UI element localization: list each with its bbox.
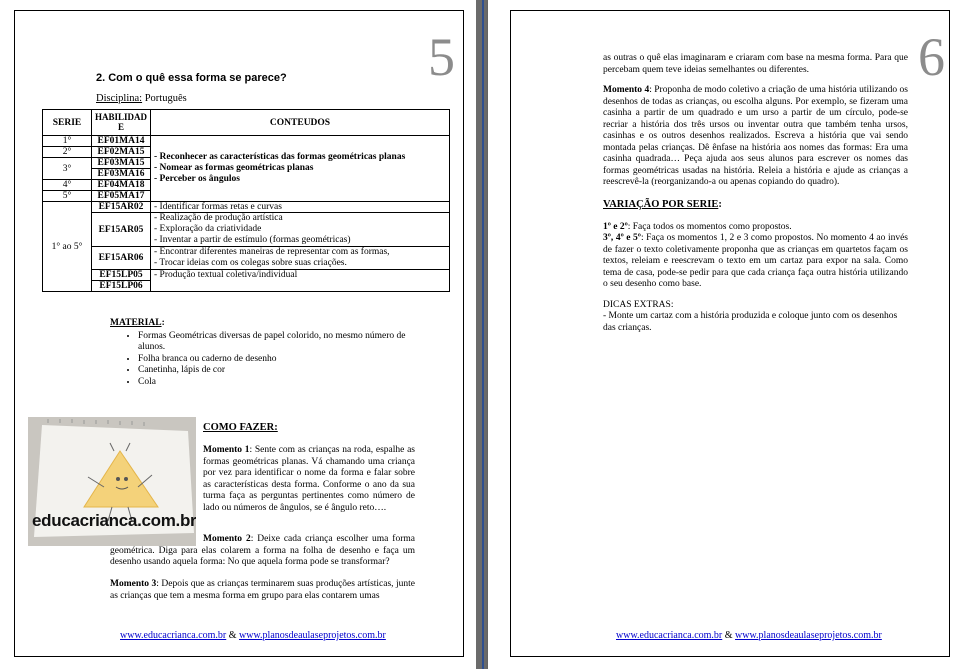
content-cell — [151, 270, 450, 292]
skills-table — [42, 109, 450, 292]
section-title: 2. Com o quê essa forma se parece? — [96, 72, 287, 84]
footer-link-planos[interactable]: www.planosdeaulaseprojetos.com.br — [735, 630, 882, 641]
variation-3-5-label: 3º, 4º e 5º — [603, 233, 641, 243]
discipline-line — [96, 93, 187, 105]
content-cell — [151, 202, 450, 213]
material-heading: MATERIAL: — [110, 318, 165, 328]
serie-cell: 3° — [43, 158, 92, 180]
content-line: - Reconhecer as características das formas geométricas planas — [154, 152, 406, 162]
momento3-paragraph — [110, 579, 415, 602]
left-page — [0, 0, 476, 669]
content-line: - Inventar a partir de estímulo (formas geométricas) — [154, 235, 351, 245]
momento2-text: : Deixe cada criança escolher uma forma geométrica. Diga para elas colarem a forma na folha de desenho e faça um desenho usando aquela forma: No que aquela forma pode se transformar? — [110, 534, 415, 567]
content-cell — [151, 247, 450, 270]
right-page — [488, 0, 965, 669]
right-footer — [616, 630, 882, 641]
momento4-paragraph — [603, 85, 908, 189]
header-serie: SERIE — [43, 110, 92, 136]
momento1-paragraph — [203, 445, 415, 514]
page-number: 5 — [428, 27, 455, 87]
skill-code: EF15AR02 — [92, 202, 151, 213]
skill-code: EF15AR05 — [92, 213, 151, 247]
content-line: - Produção textual coletiva/individual — [154, 270, 298, 280]
content-line: - Trocar ideias com os colegas sobre suas criações. — [154, 258, 347, 268]
material-item: • Canetinha, lápis de cor — [138, 365, 420, 377]
material-item: • Formas Geométricas diversas de papel colorido, no mesmo número de alunos. — [138, 331, 420, 354]
variation-1-2 — [603, 222, 908, 234]
skill-code: EF15LP06 — [92, 281, 151, 292]
continuation-paragraph: as outras o quê elas imaginaram e criaram com base na mesma forma. Para que percebam quem teve ideias semelhantes ou diferentes. — [603, 53, 908, 75]
skill-code: EF15LP05 — [92, 270, 151, 281]
page-divider — [482, 0, 484, 669]
serie-cell: 2° — [43, 147, 92, 158]
dicas-title: DICAS EXTRAS: — [603, 300, 674, 310]
variation-3-5 — [603, 233, 908, 291]
serie-cell: 5° — [43, 191, 92, 202]
como-fazer-title: COMO FAZER: — [203, 422, 278, 433]
material-section — [110, 318, 420, 388]
material-item: • Folha branca ou caderno de desenho — [138, 354, 420, 366]
variation-1-2-text: : Faça todos os momentos como propostos. — [627, 222, 792, 232]
content-cell — [151, 213, 450, 247]
momento1-label: Momento 1 — [203, 445, 250, 455]
header-conteudos: CONTEUDOS — [151, 110, 450, 136]
footer-link-educacrianca[interactable]: www.educacrianca.com.br — [616, 630, 723, 641]
skill-code: EF04MA18 — [92, 180, 151, 191]
variacao-heading: VARIAÇÃO POR SERIE: — [603, 199, 722, 210]
footer-link-planos[interactable]: www.planosdeaulaseprojetos.com.br — [239, 630, 386, 641]
skill-code: EF02MA15 — [92, 147, 151, 158]
variacao-title: VARIAÇÃO POR SERIE — [603, 199, 719, 210]
dicas-text: - Monte um cartaz com a história produzida e coloque junto com os desenhos das crianças. — [603, 311, 898, 333]
variation-3-5-text: : Faça os momentos 1, 2 e 3 como propostos. No momento 4 ao invés de fazer o texto coletivamente proponha que as crianças em quartetos façam os textos, releiam e reescrevam o texto em um cartaz para expor na sala. Como tema de casa, pode-se pedir para que cada criança faça outra história utilizando o seu desenho como base. — [603, 233, 909, 289]
material-title: MATERIAL — [110, 318, 162, 328]
discipline-value: Português — [144, 93, 187, 104]
content-line: - Nomear as formas geométricas planas — [154, 163, 314, 173]
momento1-text: : Sente com as crianças na roda, espalhe as formas geométricas planas. Vá chamando uma criança por vez para identificar o nome da forma e falar sobre as características desta forma. Conforme o ano da sua turma faça as perguntas pertinentes como número de lado ou números de ângulos, se é ângulo reto…. — [203, 445, 415, 513]
content-line: - Identificar formas retas e curvas — [154, 202, 282, 212]
content-line: - Exploração da criatividade — [154, 224, 262, 234]
discipline-label: Disciplina: — [96, 93, 143, 104]
photo-watermark: educacrianca.com.br — [32, 511, 196, 530]
footer-amp: & — [722, 630, 736, 641]
left-footer — [120, 630, 386, 641]
activity-photo — [28, 417, 196, 546]
footer-link-educacrianca[interactable]: www.educacrianca.com.br — [120, 630, 227, 641]
skill-code: EF01MA14 — [92, 136, 151, 147]
momento4-label: Momento 4 — [603, 85, 650, 95]
momento2-label: Momento 2 — [203, 534, 251, 544]
serie-cell: 1° — [43, 136, 92, 147]
momento2-paragraph — [110, 534, 415, 569]
variation-1-2-label: 1º e 2º — [603, 222, 628, 232]
header-habilidade: HABILIDAD E — [92, 110, 151, 136]
material-list — [110, 331, 420, 389]
content-line: - Realização de produção artística — [154, 213, 283, 223]
momento4-text: : Proponha de modo coletivo a criação de uma história utilizando os desenhos de todas as crianças, ou escolha alguns. Por exemplo, se fizeram uma casinha a partir de um quadrado e um urso a partir de um círculo, pode-se recriar a história dos três ursos ou inventar outra que também tenha ursos, casinhas e os outros desenhos realizados. Escreva a história que vai sendo montada pelas crianças. Dê ênfase na história aos nomes das formas: Era uma casinha quadrada… Peça ajuda aos seus alunos para escrever os nomes das formas geométricas usadas na história. Releia a história e ajude as crianças a reescrevê-la (reorganizando-a ou apenas copiando do quadro). — [603, 85, 908, 187]
skill-code: EF15AR06 — [92, 247, 151, 270]
momento3-text: : Depois que as crianças terminarem suas produções artísticas, junte as crianças que tem a mesma forma em grupo para elas contarem umas — [110, 579, 416, 601]
material-item: • Cola — [138, 377, 420, 389]
skill-code: EF03MA15 — [92, 158, 151, 169]
serie-range-cell: 1° ao 5° — [43, 202, 92, 292]
footer-amp: & — [226, 630, 240, 641]
page-number: 6 — [918, 27, 945, 87]
momento3-label: Momento 3 — [110, 579, 157, 589]
content-line: - Perceber os ângulos — [154, 174, 240, 184]
serie-cell: 4° — [43, 180, 92, 191]
skill-code: EF03MA16 — [92, 169, 151, 180]
group-content-cell — [151, 136, 450, 202]
skill-code: EF05MA17 — [92, 191, 151, 202]
content-line: - Encontrar diferentes maneiras de representar com as formas, — [154, 247, 390, 257]
